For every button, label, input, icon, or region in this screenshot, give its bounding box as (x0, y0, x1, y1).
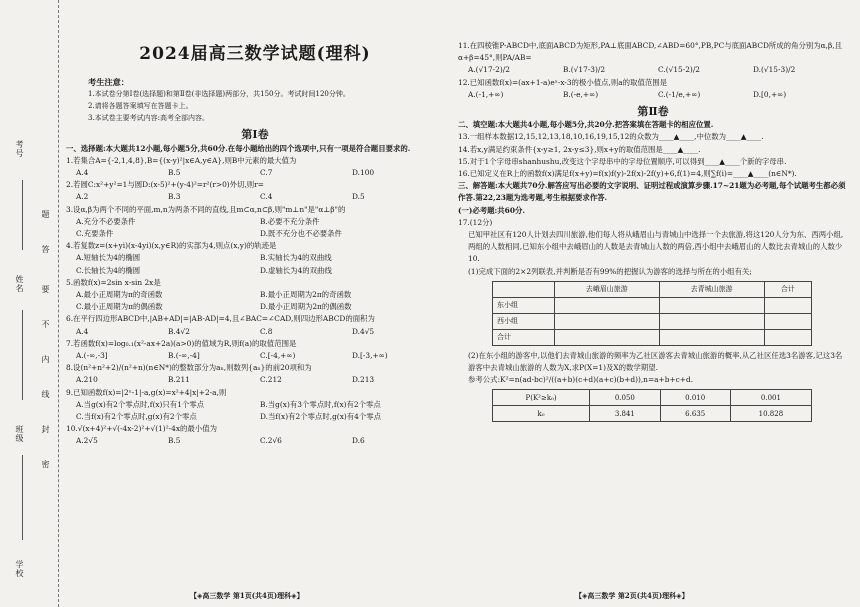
option: B.当g(x)有3个零点时,f(x)有2个零点 (260, 399, 381, 409)
option: A.210 (76, 375, 98, 385)
option: B.(√17-3)/2 (563, 65, 606, 75)
question-10-options (66, 435, 444, 447)
reference-table (492, 389, 812, 422)
binding-word: 线 (41, 390, 50, 398)
binding-word: 封 (41, 425, 50, 433)
option: D.[-3,+∞) (352, 351, 388, 361)
notice-item: 1.本试卷分第Ⅰ卷(选择题)和第Ⅱ卷(非选择题)两部分，共150分。考试时间120分钟。 (88, 90, 350, 99)
question-8-options (66, 374, 444, 386)
option: B.实轴长为4的双曲线 (260, 253, 332, 263)
question-5-options-row2 (66, 301, 444, 313)
binding-label-school: 学校 (15, 560, 24, 578)
question-13: 13.一组样本数据12,15,12,13,18,10,16,19,15,12的众数为____▲____,中位数为____▲____. (458, 132, 764, 142)
option: A.4 (76, 168, 89, 178)
binding-word: 不 (41, 320, 50, 328)
binding-margin (0, 0, 59, 607)
table-row (493, 329, 812, 345)
option: B.(-∞,-4] (168, 351, 200, 361)
option: D.既不充分也不必要条件 (260, 229, 342, 239)
option: B.3 (168, 192, 181, 202)
question-16: 16.已知定义在R上的函数f(x)满足f(x+y)=f(x)f(y)-2f(x)-2f(y)+6,f(1)=4,则∑f(i)=____▲____(n∈N*). (458, 169, 797, 179)
table-row (493, 297, 812, 313)
question-17-heading: 17.(12分) (458, 217, 493, 227)
question-6-options (66, 326, 444, 338)
table-header-cell: 去峨眉山旅游 (554, 281, 659, 297)
option: C.充要条件 (76, 229, 114, 239)
option: C.长轴长为4的椭圆 (76, 265, 141, 275)
table-header-row (493, 281, 812, 297)
binding-line (22, 180, 23, 250)
option: D.当f(x)有2个零点时,g(x)有4个零点 (260, 412, 382, 422)
option: B.211 (168, 375, 190, 385)
question-9: 9.已知函数f(x)=|2ˣ-1|-a,g(x)=x²+4|x|+2-a,则 (66, 387, 227, 397)
question-8: 8.设(n²+n²+2)/(n²+n)(n∈N*)的整数部分为aₙ,则数列{aₙ}的前20项和为 (66, 363, 312, 373)
binding-word: 题 (41, 210, 50, 218)
question-4: 4.若复数z=(x+yi)(x-4yi)(x,y∈R)的实部为4,则点(x,y)的轨迹是 (66, 241, 277, 251)
question-6: 6.在平行四边形ABCD中,|AB+AD|=|AB-AD|=4,且∠BAC=∠CAD,则四边形ABCD的面积为 (66, 314, 375, 324)
option: C.2√6 (260, 436, 282, 446)
question-17-body: 已知甲社区有120人计划去四川旅游,他们每人将从峨眉山与青城山中选择一个去旅游,将这120人分为东、西两小组,两组的人数相同,已知东小组中去峨眉山的人数是去青城山人数的两倍,西小组中去峨眉山的人数比去青城山的人数少10. (468, 230, 844, 264)
option: D.(√15-3)/2 (753, 65, 796, 75)
section-2-instructions: 二、填空题:本大题共4小题,每小题5分,共20分.把答案填在答题卡的相应位置. (458, 120, 714, 130)
option: A.2√5 (76, 436, 98, 446)
question-14: 14.若x,y满足约束条件{x-y≥1, 2x-y≤3},则x+y的取值范围是____▲____. (458, 144, 701, 154)
table-cell: 0.001 (730, 390, 811, 406)
option: C.[-4,+∞) (260, 351, 296, 361)
option: D.213 (352, 375, 375, 385)
question-11: 11.在四棱锥P-ABCD中,底面ABCD为矩形,PA⊥底面ABCD,∠ABD=60°,PB,PC与底面ABCD所成的角分别为α,β,且α+β=45°,则PA/AB= (458, 41, 842, 63)
option: A.4 (76, 326, 89, 336)
contingency-table (492, 281, 812, 346)
option: D.100 (352, 168, 375, 178)
option: D.最小正周期为2π的偶函数 (260, 302, 352, 312)
option: A.2 (76, 192, 89, 202)
reference-formula: 参考公式:K²=n(ad-bc)²/((a+b)(c+d)(a+c)(b+d)),n=a+b+c+d. (468, 375, 694, 385)
option: B.必要不充分条件 (260, 216, 320, 226)
question-12: 12.已知函数f(x)=(ax+1-a)eˣ-x-3的极小值点,则a的取值范围是 (458, 77, 668, 87)
table-cell (554, 329, 659, 345)
page-2 (458, 40, 848, 422)
question-5: 5.函数f(x)=2sin x-sin 2x是 (66, 277, 161, 287)
section-3-instructions: 三、解答题:本大题共70分.解答应写出必要的文字说明、证明过程或演算步骤.17~21题为必考题,每个试题考生都必须作答.第22,23题为选考题,考生根据要求作答. (458, 181, 846, 203)
question-17-part-1: (1)完成下面的2×2列联表,并判断是否有99%的把握认为游客的选择与所在的小组有关; (468, 266, 752, 276)
volume-2-heading: 第Ⅱ卷 (637, 105, 669, 119)
option: A.最小正周期为π的奇函数 (76, 290, 163, 300)
section-3a-heading: (一)必考题:共60分. (458, 205, 525, 215)
option: B.最小正周期为2π的奇函数 (260, 290, 352, 300)
binding-word: 答 (41, 245, 50, 253)
question-12-options (458, 89, 848, 101)
row-label: 东小组 (493, 297, 555, 313)
binding-word: 要 (41, 285, 50, 293)
table-row (493, 406, 812, 422)
option: C.(-1/e,+∞) (658, 89, 701, 99)
binding-line (22, 310, 23, 400)
table-cell: k₀ (493, 406, 590, 422)
option: A.充分不必要条件 (76, 216, 136, 226)
binding-label-name: 姓名 (15, 275, 24, 293)
question-2-options (66, 191, 444, 203)
table-cell (659, 297, 764, 313)
table-cell (659, 329, 764, 345)
table-cell (764, 297, 811, 313)
option: C.(√15-2)/2 (658, 65, 701, 75)
table-cell (554, 313, 659, 329)
option: A.(√17-2)/2 (468, 65, 510, 75)
option: C.7 (260, 168, 273, 178)
binding-label-class: 班级 (15, 425, 24, 443)
question-10: 10.√(x+4)²+√(-4x-2)²+√(1)²-4x的最小值为 (66, 424, 217, 434)
question-1-options (66, 167, 444, 179)
option: A.短轴长为4的椭圆 (76, 253, 141, 263)
question-3-options-row2 (66, 228, 444, 240)
option: D.6 (352, 436, 365, 446)
table-header-row (493, 390, 812, 406)
table-header-cell: 合计 (764, 281, 811, 297)
question-7: 7.若函数f(x)=log₀.₁(x²-ax+2a)(a>0)的值域为R,则f(a)的取值范围是 (66, 338, 297, 348)
question-11-options (458, 64, 848, 76)
notice-heading: 考生注意： (88, 77, 129, 88)
section-1-instructions: 一、选择题:本大题共12小题,每小题5分,共60分.在每小题给出的四个选项中,只有一项是符合题目要求的. (66, 143, 411, 153)
option: A.(-1,+∞) (468, 89, 504, 99)
table-cell (659, 313, 764, 329)
question-9-options-row2 (66, 411, 444, 423)
page-2-footer: 【◈高三数学 第2页(共4页)理科◈】 (575, 591, 689, 600)
question-7-options (66, 350, 444, 362)
table-cell: 6.635 (660, 406, 730, 422)
option: A.(-∞,-3] (76, 351, 108, 361)
question-1: 1.若集合A={-2,1,4,8},B={(x-y)²|x∈A,y∈A},则B中元素的最大值为 (66, 155, 297, 165)
table-cell: 0.050 (590, 390, 660, 406)
volume-1-heading: 第Ⅰ卷 (241, 128, 269, 142)
table-cell: P(K²≥k₀) (493, 390, 590, 406)
table-cell (554, 297, 659, 313)
notice-item: 2.请将各题答案填写在答题卡上。 (88, 102, 193, 111)
option: C.当f(x)有2个零点时,g(x)有2个零点 (76, 412, 197, 422)
option: D.5 (352, 192, 365, 202)
question-4-options-row2 (66, 265, 444, 277)
option: C.4 (260, 192, 273, 202)
question-9-options (66, 399, 444, 411)
option: A.当g(x)有2个零点时,f(x)只有1个零点 (76, 399, 205, 409)
binding-word: 密 (41, 460, 50, 468)
table-row (493, 313, 812, 329)
question-2: 2.若圆C:x²+y²=1与圆D:(x-5)²+(y-4)²=r²(r>0)外切,则r= (66, 180, 264, 190)
page-1-footer: 【◈高三数学 第1页(共4页)理科◈】 (190, 591, 304, 600)
option: C.212 (260, 375, 282, 385)
table-header-cell: 去青城山旅游 (659, 281, 764, 297)
table-cell: 10.828 (730, 406, 811, 422)
option: B.5 (168, 168, 181, 178)
option: D.虚轴长为4的双曲线 (260, 265, 332, 275)
option: B.(-e,+∞) (563, 89, 599, 99)
row-label: 合计 (493, 329, 555, 345)
page-1 (66, 0, 444, 448)
question-5-options (66, 289, 444, 301)
table-cell (764, 313, 811, 329)
option: B.4√2 (168, 326, 190, 336)
question-17-part-2: (2)在东小组的游客中,以他们去青城山旅游的频率为乙社区游客去青城山旅游的概率,从乙社区任选3名游客,记这3名游客中去青城山旅游的人数为X,求P(X=1)及X的数学期望. (468, 350, 843, 373)
binding-line (22, 455, 23, 540)
page-title: 2024届高三数学试题(理科) (139, 44, 371, 64)
table-cell (764, 329, 811, 345)
option: B.5 (168, 436, 181, 446)
question-3: 3.设α,β为两个不同的平面,m,n为两条不同的直线,且m⊂α,n⊂β,则"m⊥n"是"α⊥β"的 (66, 204, 346, 214)
option: C.8 (260, 326, 273, 336)
question-4-options (66, 252, 444, 264)
notice-item: 3.本试卷主要考试内容:高考全部内容。 (88, 114, 210, 123)
table-header-cell (493, 281, 555, 297)
question-15: 15.对于1个字母串shanhushu,改变这个字母串中的字母位置顺序,可以得到____▲____个新的字母串. (458, 156, 787, 166)
option: C.最小正周期为π的偶函数 (76, 302, 163, 312)
table-cell: 0.010 (660, 390, 730, 406)
binding-label-exam-no: 考号 (15, 140, 24, 158)
binding-word: 内 (41, 355, 50, 363)
option: D.[0,+∞) (753, 89, 787, 99)
table-cell: 3.841 (590, 406, 660, 422)
row-label: 西小组 (493, 313, 555, 329)
question-3-options (66, 216, 444, 228)
option: D.4√5 (352, 326, 375, 336)
